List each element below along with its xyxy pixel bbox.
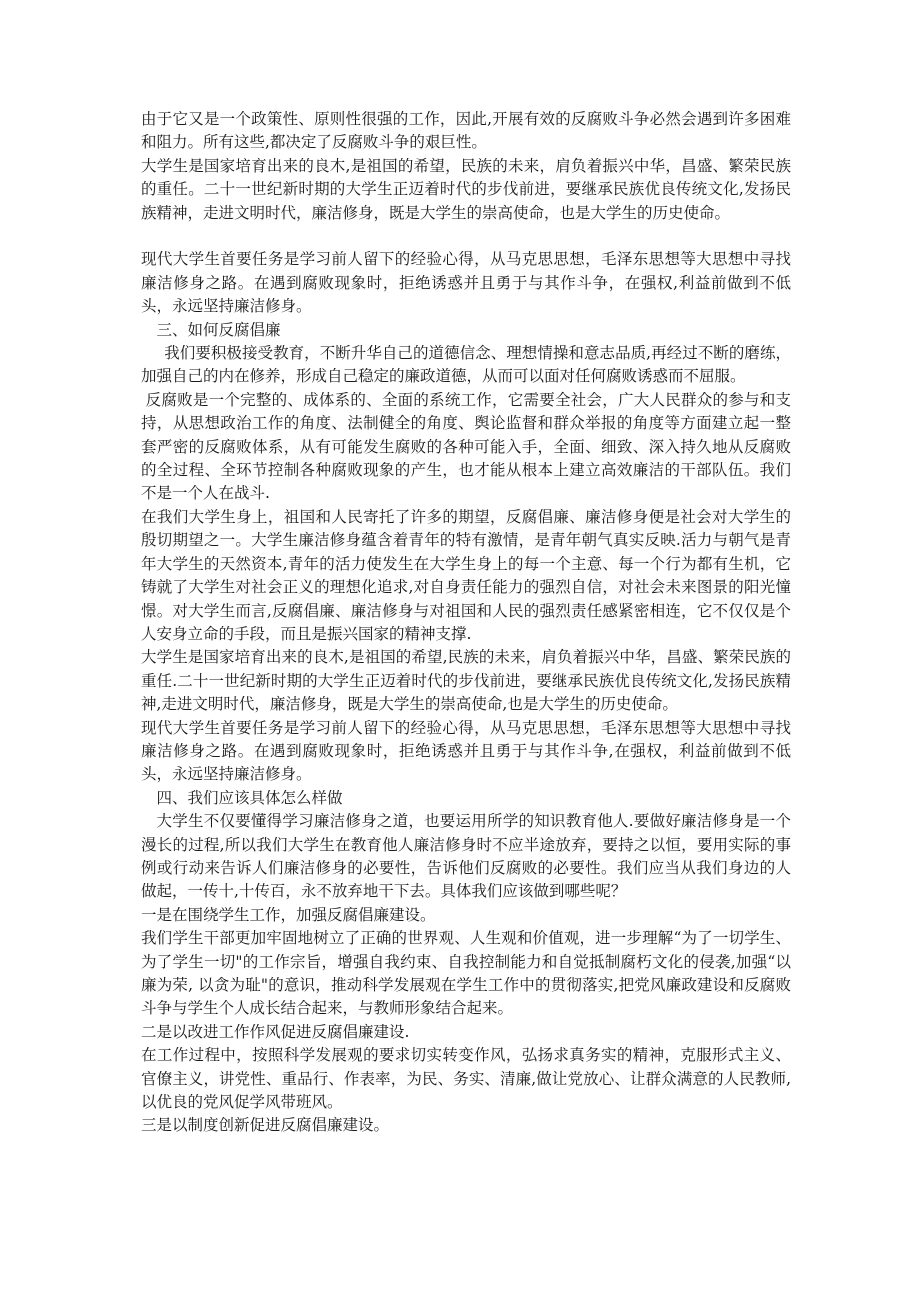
- blank-line: [141, 225, 791, 248]
- paragraph-accept-education: 我们要积极接受教育，不断升华自己的道德信念、理想情操和意志品质,再经过不断的磨练，加强自己的内在修养，形成自己稳定的廉政道德，从而可以面对任何腐败诱惑而不屈服。: [141, 344, 791, 386]
- section-heading-3: 三、如何反腐倡廉: [156, 320, 281, 339]
- document-body: [141, 108, 791, 1138]
- paragraph-anti-corruption-system: 反腐败是一个完整的、成体系的、全面的系统工作，它需要全社会，广大人民群众的参与和支持，从思想政治工作的角度、法制健全的角度、舆论监督和群众举报的角度等方面建立起一整套严密的反腐败体系，从有可能发生腐败的各种可能入手，全面、细致、深入持久地从反腐败的全过程、全环节控制各种腐败现象的产生，也才能从根本上建立高效廉洁的干部队伍。我们不是一个人在战斗.: [141, 390, 791, 503]
- paragraph-work-style: 在工作过程中，按照科学发展观的要求切实转变作风，弘扬求真务实的精神，克服形式主义、官僚主义，讲党性、重品行、作表率，为民、务实、清廉,做让党放心、让群众满意的人民教师,以优良的党风促学风带班风。: [141, 1046, 791, 1112]
- paragraph-difficulty: 由于它又是一个政策性、原则性很强的工作，因此,开展有效的反腐败斗争必然会遇到许多困难和阻力。所有这些,都决定了反腐败斗争的艰巨性。: [141, 110, 791, 152]
- paragraph-student-cadres: 我们学生干部更加牢固地树立了正确的世界观、人生观和价值观，进一步理解“为了一切学生、为了学生一切"的工作宗旨，增强自我约束、自我控制能力和自觉抵制腐朽文化的侵袭,加强“以廉为荣, 以贪为耻"的意识，推动科学发展观在学生工作中的贯彻落实,把党风廉政建设和反腐败斗争与学生个人成长结合起来，与教师形象结合起来。: [141, 929, 791, 1018]
- paragraph-educate-others: 大学生不仅要懂得学习廉洁修身之道，也要运用所学的知识教育他人.要做好廉洁修身是一个漫长的过程,所以我们大学生在教育他人廉洁修身时不应半途放弃，要持之以恒，要用实际的事例或行动来告诉人们廉洁修身的必要性，告诉他们反腐败的必要性。我们应当从我们身边的人做起，一传十,十传百，永不放弃地干下去。具体我们应该做到哪些呢？: [141, 812, 791, 901]
- paragraph-students-mission-repeat: 大学生是国家培育出来的良木,是祖国的希望,民族的未来，肩负着振兴中华，昌盛、繁荣民族的重任.二十一世纪新时期的大学生正迈着时代的步伐前进，要继承民族优良传统文化,发扬民族精神,走进文明时代，廉洁修身，既是大学生的崇高使命,也是大学生的历史使命。: [141, 648, 791, 714]
- paragraph-point-two: 二是以改进工作作风促进反腐倡廉建设.: [141, 1022, 410, 1041]
- paragraph-learn-experience: 现代大学生首要任务是学习前人留下的经验心得，从马克思思想，毛泽东思想等大思想中寻找廉洁修身之路。在遇到腐败现象时，拒绝诱惑并且勇于与其作斗争，在强权,利益前做到不低头，永远坚持廉洁修身。: [141, 250, 791, 316]
- paragraph-point-one: 一是在围绕学生工作，加强反腐倡廉建设。: [141, 905, 436, 924]
- section-heading-4: 四、我们应该具体怎么样做: [156, 788, 343, 807]
- paragraph-students-mission: 大学生是国家培育出来的良木,是祖国的希望，民族的未来，肩负着振兴中华，昌盛、繁荣民族的重任。二十一世纪新时期的大学生正迈着时代的步伐前进，要继承民族优良传统文化,发扬民族精神，走进文明时代，廉洁修身，既是大学生的崇高使命，也是大学生的历史使命。: [141, 156, 791, 222]
- paragraph-point-three: 三是以制度创新促进反腐倡廉建设。: [141, 1116, 390, 1135]
- paragraph-expectations: 在我们大学生身上，祖国和人民寄托了许多的期望，反腐倡廉、廉洁修身便是社会对大学生的殷切期望之一。大学生廉洁修身蕴含着青年的特有激情，是青年朝气真实反映.活力与朝气是青年大学生的天然资本,青年的活力使发生在大学生身上的每一个主意、每一个行为都有生机，它铸就了大学生对社会正义的理想化追求,对自身责任能力的强烈自信，对社会未来图景的阳光憧憬。对大学生而言,反腐倡廉、廉洁修身与对祖国和人民的强烈责任感紧密相连，它不仅仅是个人安身立命的手段，而且是振兴国家的精神支撑.: [141, 507, 791, 643]
- paragraph-learn-experience-repeat: 现代大学生首要任务是学习前人留下的经验心得，从马克思思想，毛泽东思想等大思想中寻找廉洁修身之路。在遇到腐败现象时，拒绝诱惑并且勇于与其作斗争,在强权，利益前做到不低头，永远坚持廉洁修身。: [141, 718, 791, 784]
